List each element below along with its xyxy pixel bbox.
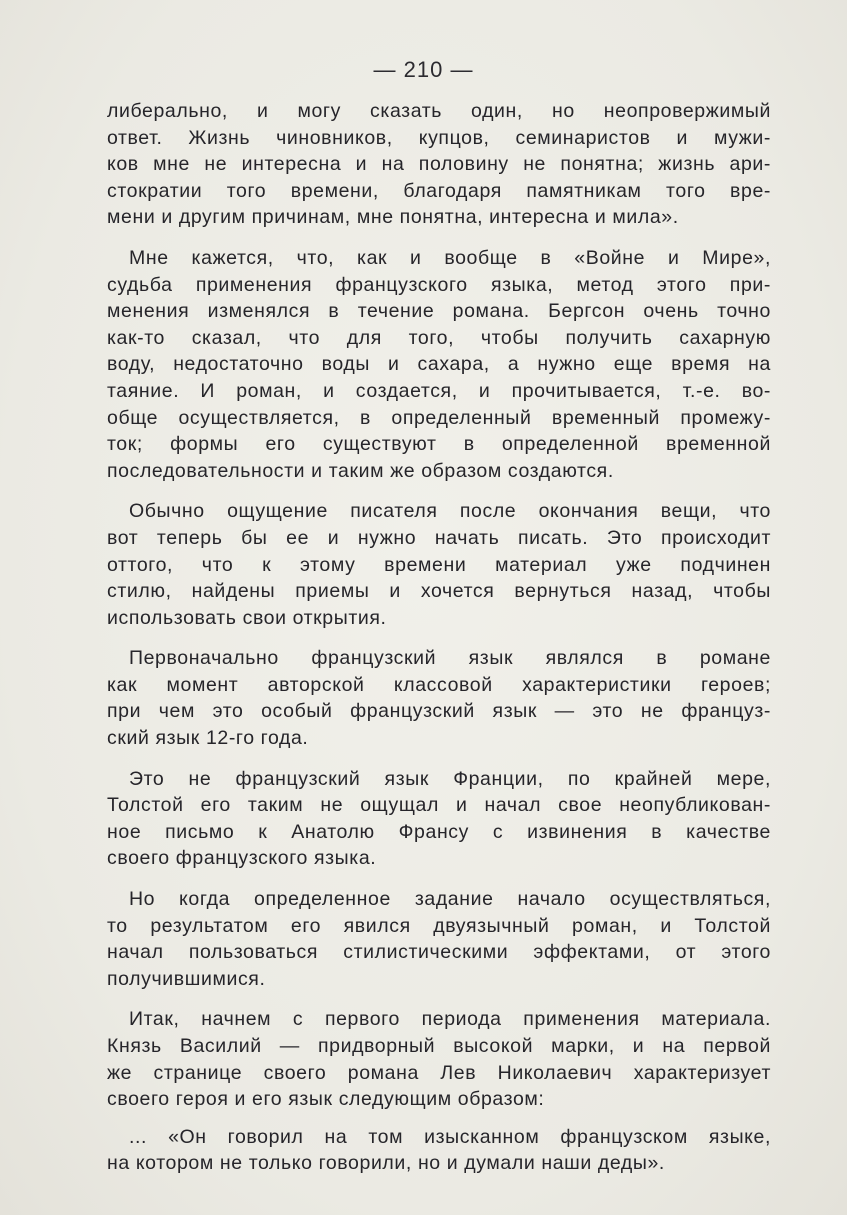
page-number: — 210 —	[373, 57, 474, 82]
text-line: Но когда определенное задание начало осуществляться,	[129, 888, 771, 911]
text-line: ток; формы его существуют в определенной временной	[107, 433, 771, 456]
text-line: обще осуществляется, в определенный временный промежу-	[107, 406, 771, 429]
text-line: стилю, найдены приемы и хочется вернуться назад, чтобы	[107, 580, 771, 603]
text-line: своего французского языка.	[107, 847, 377, 870]
text-line: последовательности и таким же образом создаются.	[107, 459, 614, 482]
text-line: ков мне не интересна и на половину не понятна; жизнь ари-	[107, 153, 771, 176]
text-line: вот теперь бы ее и нужно начать писать. Это происходит	[107, 526, 771, 549]
text-line: своего героя и его язык следующим образом:	[107, 1088, 545, 1111]
text-line: же странице своего романа Лев Николаевич характеризует	[107, 1061, 771, 1084]
text-line: как-то сказал, что для того, чтобы получить сахарную	[107, 326, 771, 349]
text-line: Итак, начнем с первого периода применения материала.	[129, 1008, 771, 1031]
quotation	[107, 1124, 771, 1177]
text-line: мени и другим причинам, мне понятна, интересна и мила».	[107, 206, 679, 229]
text-line: Мне кажется, что, как и вообще в «Войне и Мире»,	[129, 246, 771, 269]
text-line: при чем это особый французский язык — это не француз-	[107, 700, 771, 723]
paragraph-2	[107, 245, 771, 484]
text-line: Обычно ощущение писателя после окончания вещи, что	[129, 500, 771, 523]
text-line: Первоначально французский язык являлся в романе	[129, 647, 771, 670]
text-line: ский язык 12-го года.	[107, 727, 309, 750]
text-line: стократии того времени, благодаря памятникам того вре-	[107, 179, 771, 202]
paragraph-1	[107, 98, 771, 231]
text-line: Толстой его таким не ощущал и начал свое неопубликован-	[107, 794, 771, 817]
text-line: Князь Василий — придворный высокой марки, и на первой	[107, 1035, 771, 1057]
text-line: ответ. Жизнь чиновников, купцов, семинаристов и мужи-	[107, 126, 771, 149]
paragraph-5	[107, 766, 771, 872]
text-line: Это не французский язык Франции, по крайней мере,	[129, 767, 771, 790]
text-line: ное письмо к Анатолю Франсу с извинения в качестве	[107, 820, 771, 843]
text-line: менения изменялся в течение романа. Бергсон очень точно	[107, 300, 771, 323]
text-line: таяние. И роман, и создается, и прочитывается, т.-е. во-	[107, 379, 771, 402]
text-line: ... «Он говорил на том изысканном французском языке,	[129, 1125, 771, 1148]
text-line: получившимися.	[107, 967, 266, 990]
paragraph-3	[107, 498, 771, 631]
paragraph-4	[107, 645, 771, 751]
text-line: воду, недостаточно воды и сахара, а нужно еще время на	[107, 353, 771, 376]
text-line: то результатом его явился двуязычный роман, и Толстой	[107, 914, 771, 937]
text-line: начал пользоваться стилистическими эффектами, от этого	[107, 941, 771, 964]
text-line: как момент авторской классовой характеристики героев;	[107, 673, 771, 696]
body-text	[107, 98, 771, 1177]
paragraph-6	[107, 886, 771, 992]
text-line: либерально, и могу сказать один, но неопровержимый	[107, 100, 771, 122]
text-line: судьба применения французского языка, метод этого при-	[107, 273, 771, 296]
text-line: на котором не только говорили, но и думали наши деды».	[107, 1152, 665, 1175]
paragraph-7	[107, 1006, 771, 1112]
text-line: использовать свои открытия.	[107, 606, 387, 629]
text-line: оттого, что к этому времени материал уже подчинен	[107, 553, 771, 576]
